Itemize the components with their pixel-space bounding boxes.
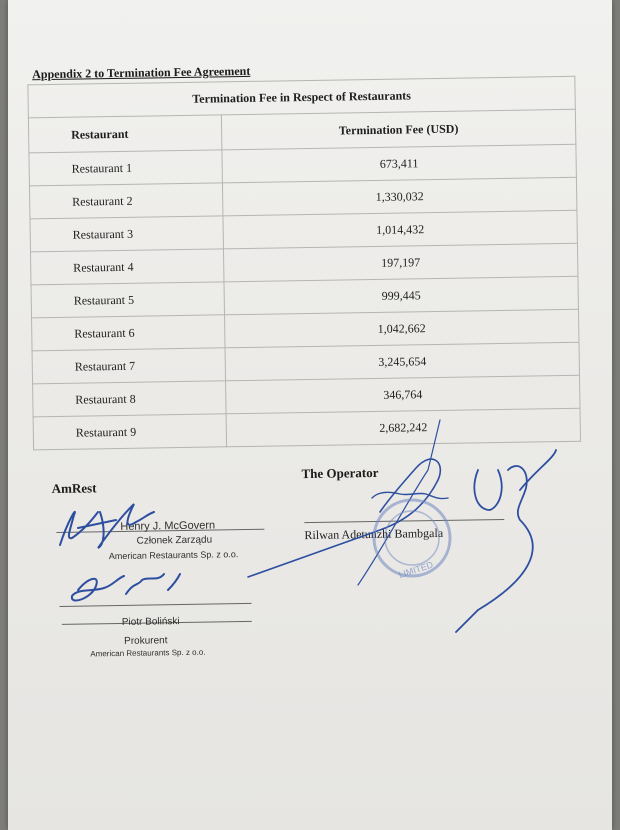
- restaurant-name: Restaurant 7: [32, 348, 225, 384]
- termination-fee: 197,197: [223, 243, 577, 282]
- signatory-company: American Restaurants Sp. z o.o.: [108, 549, 239, 562]
- termination-fee: 2,682,242: [226, 408, 580, 447]
- ink-signatures: [8, 0, 612, 830]
- restaurant-name: Restaurant 5: [31, 282, 224, 318]
- appendix-title: Appendix 2 to Termination Fee Agreement: [32, 63, 251, 82]
- termination-fee: 3,245,654: [225, 342, 579, 381]
- column-header-fee: Termination Fee (USD): [221, 109, 576, 150]
- restaurant-name: Restaurant 1: [29, 150, 222, 186]
- termination-fee: 999,445: [224, 276, 578, 315]
- operator-signatory-name: Rilwan Adetunzhi Bambgala: [304, 525, 444, 543]
- termination-fee: 1,014,432: [223, 210, 577, 249]
- signatory-company: American Restaurants Sp. z o.o.: [90, 647, 206, 659]
- restaurant-name: Restaurant 9: [33, 414, 226, 450]
- restaurant-name: Restaurant 8: [33, 381, 226, 417]
- termination-fee: 1,042,662: [225, 309, 579, 348]
- restaurant-name: Restaurant 6: [32, 315, 225, 351]
- stamp-text: LIMITED: [397, 559, 435, 581]
- signatory-title: Członek Zarządu: [136, 534, 213, 547]
- amrest-label: AmRest: [51, 480, 97, 497]
- signatory-name: Henry J. McGovern: [120, 519, 216, 533]
- restaurant-name: Restaurant 4: [30, 249, 223, 285]
- signatory-name: Piotr Boliński: [121, 616, 180, 628]
- restaurant-name: Restaurant 2: [29, 183, 222, 219]
- termination-fee: 673,411: [222, 144, 576, 183]
- operator-label: The Operator: [301, 464, 379, 482]
- column-header-restaurant: Restaurant: [28, 115, 222, 153]
- table-title: Termination Fee in Respect of Restaurants: [28, 76, 575, 118]
- signatory-title: Prokurent: [124, 635, 168, 647]
- signature-operator-icon: [248, 459, 440, 577]
- termination-fee: 346,764: [226, 375, 580, 414]
- signature-mcgovern-icon: [60, 504, 154, 548]
- termination-fee: 1,330,032: [222, 177, 576, 216]
- document-page: [8, 0, 612, 830]
- signature-bolinski-icon: [72, 574, 180, 601]
- restaurant-name: Restaurant 3: [30, 216, 223, 252]
